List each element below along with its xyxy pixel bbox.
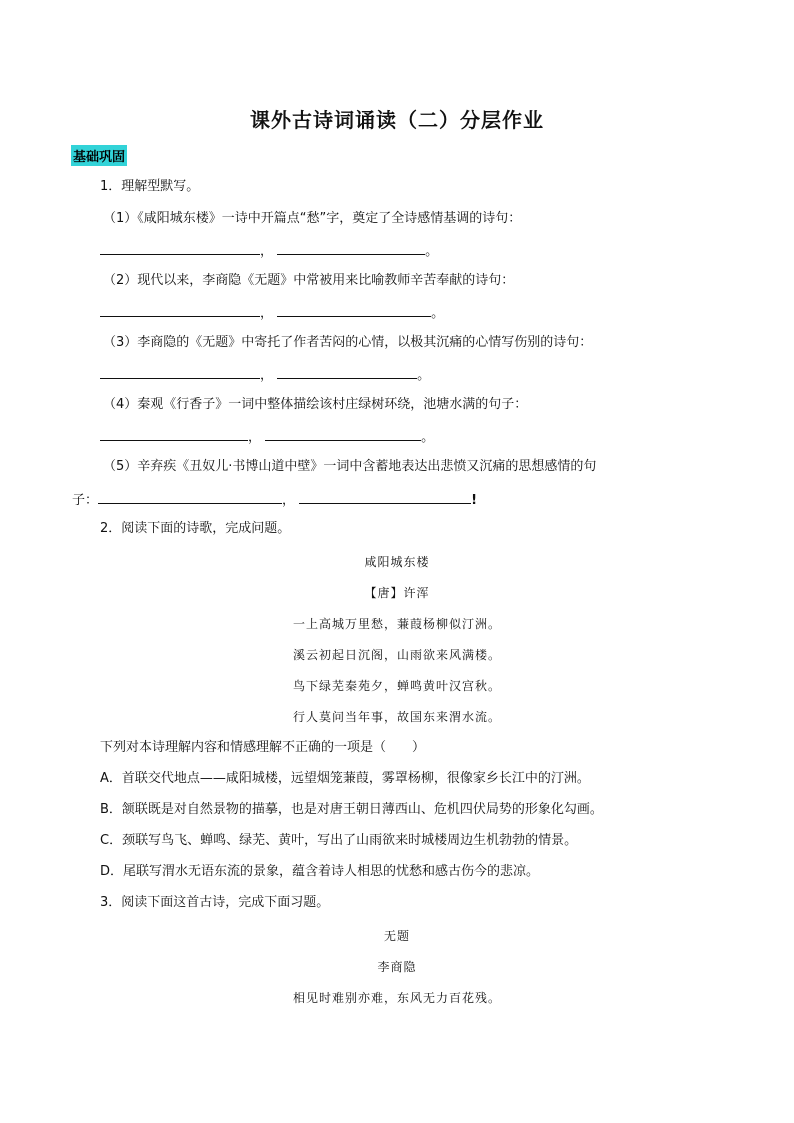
option-a: A．首联交代地点——咸阳城楼，远望烟笼蒹葭，雾罩杨柳，很像家乡长江中的汀洲。: [100, 771, 590, 786]
poem-title: 无题: [383, 929, 410, 943]
poem-line: 溪云初起日沉阁，山雨欲来风满楼。: [292, 648, 501, 662]
q1-item-1-text: （1）《咸阳城东楼》一诗中开篇点“愁”字，奠定了全诗感情基调的诗句：: [103, 211, 522, 226]
q1-stem: 1．理解型默写。: [100, 179, 200, 194]
answer-blank[interactable]: [277, 302, 431, 317]
answer-blank[interactable]: [277, 240, 425, 255]
option-d: D．尾联写渭水无语东流的景象，蕴含着诗人相思的忧愁和感古伤今的悲凉。: [100, 864, 540, 879]
q1-item-3-answer: ， 。: [100, 364, 430, 385]
poem-line: 行人莫问当年事，故国东来渭水流。: [292, 710, 501, 724]
answer-blank[interactable]: [100, 426, 248, 441]
poem-line: 鸟下绿芜秦苑夕，蝉鸣黄叶汉宫秋。: [292, 679, 501, 693]
q1-item-4-answer: ， 。: [100, 426, 434, 447]
answer-blank[interactable]: [100, 302, 260, 317]
q1-item-2-answer: ， 。: [100, 302, 444, 323]
page-title: 课外古诗词诵读（二）分层作业: [250, 108, 544, 132]
option-b: B．颔联既是对自然景物的描摹，也是对唐王朝日薄西山、危机四伏局势的形象化勾画。: [100, 802, 603, 817]
q2-question: 下列对本诗理解内容和情感理解不正确的一项是（ ）: [100, 740, 426, 755]
q1-item-1-answer: ， 。: [100, 240, 438, 261]
q1-item-5-text: （5）辛弃疾《丑奴儿·书博山道中壁》一词中含蓄地表达出悲愤又沉痛的思想感情的句: [103, 459, 597, 474]
answer-blank[interactable]: [277, 364, 417, 379]
answer-blank[interactable]: [98, 489, 282, 504]
q1-item-5-answer: 子： ， !: [72, 489, 477, 510]
answer-blank[interactable]: [100, 364, 260, 379]
answer-blank[interactable]: [299, 489, 471, 504]
q1-item-3-text: （3）李商隐的《无题》中寄托了作者苦闷的心情，以极其沉痛的心情写伤别的诗句：: [103, 335, 593, 350]
poem-author: 【唐】许浑: [364, 586, 430, 600]
q1-item-2-text: （2）现代以来，李商隐《无题》中常被用来比喻教师辛苦奉献的诗句：: [103, 273, 515, 288]
q2-stem: 2．阅读下面的诗歌，完成问题。: [100, 521, 291, 536]
poem-line: 一上高城万里愁，蒹葭杨柳似汀洲。: [292, 617, 501, 631]
q3-stem: 3．阅读下面这首古诗，完成下面习题。: [100, 895, 330, 910]
section-label: 基础巩固: [71, 145, 127, 166]
poem-title: 咸阳城东楼: [364, 555, 430, 569]
poem-line: 相见时难别亦难，东风无力百花残。: [292, 991, 501, 1005]
answer-blank[interactable]: [100, 240, 260, 255]
poem-author: 李商隐: [377, 960, 417, 974]
option-c: C．颈联写鸟飞、蝉鸣、绿芜、黄叶，写出了山雨欲来时城楼周边生机勃勃的情景。: [100, 833, 578, 848]
q1-item-4-text: （4）秦观《行香子》一词中整体描绘该村庄绿树环绕，池塘水满的句子：: [103, 397, 528, 412]
answer-blank[interactable]: [265, 426, 421, 441]
